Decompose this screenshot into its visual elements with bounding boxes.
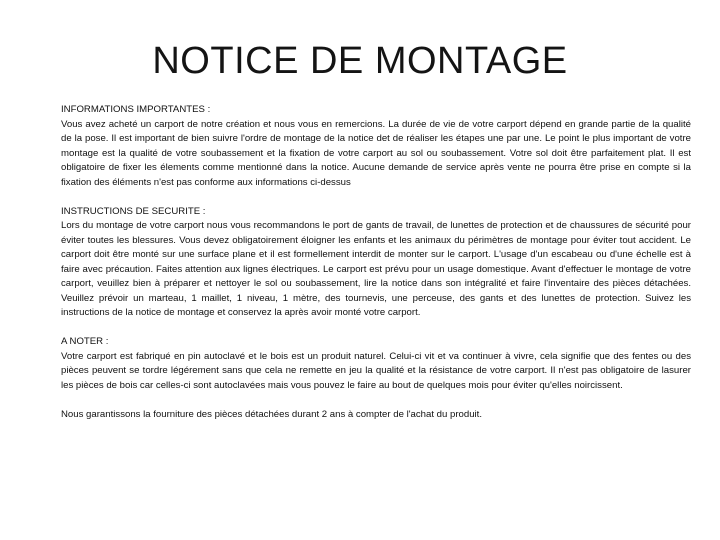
section-note (61, 335, 691, 393)
section-safety-instructions (61, 205, 691, 321)
closing-statement: Nous garantissons la fourniture des pièces détachées durant 2 ans à compter de l'achat du produit. (61, 408, 483, 420)
section-heading: INFORMATIONS IMPORTANTES : (61, 104, 211, 115)
section-heading: A NOTER : (61, 336, 109, 347)
section-paragraph: Vous avez acheté un carport de notre création et nous vous en remercions. La durée de vie de votre carport dépend en grande partie de la qualité de la pose. Il est important de bien suivre l'ordre de montage de la notice det de réaliser les étapes une par une. Le point le plus important de votre montage est la qualité de votre soubassement et la fixation de votre carport au sol ou soubassement. Votre sol doit être parfaitement plat. Il est obligatoire de fixer les élements comme mentionné dans la notice. Aucune demande de service après vente ne pourra être prise en compte si la fixation des éléments n'est pas conforme aux informations ci-dessus (61, 118, 691, 188)
section-heading: INSTRUCTIONS DE SECURITE : (61, 205, 206, 217)
page-title: NOTICE DE MONTAGE (152, 40, 568, 82)
section-important-information (61, 103, 691, 190)
section-paragraph: Lors du montage de votre carport nous vous recommandons le port de gants de travail, de lunettes de protection et de chaussures de sécurité pour éviter toutes les blessures. Vous devez obligatoirement éloigner les enfants et les animaux du périmètres de montage pour éviter tout accident. Le carport doit être monté sur une surface plane et il est formellement interdit de monter sur le carport. L'usage d'un escabeau ou d'une échelle est à faire avec précaution. Faites attention aux lignes électriques. Le carport est prévu pour un usage domestique. Avant d'effectuer le montage de votre carport, veuillez bien à préparer et nettoyer le sol ou soubassement, lire la notice dans son intégralité et faire l'inventaire des pièces détachées. Veuillez prévoir un marteau, 1 maillet, 1 niveau, 1 mètre, des tournevis, une perceuse, des gants et des lunettes de protection. Suivez les instructions de la notice de montage et conservez la après avoir monté votre carport. (61, 220, 691, 318)
section-paragraph: Votre carport est fabriqué en pin autoclavé et le bois est un produit naturel. Celui-ci vit et va continuer à vivre, cela signifie que des fentes ou des pièces peuvent se tordre légérement sans que cela ne remette en jeu la qualité et la résistance de votre carport. Il n'est pas obligatoire de lasurer les pièces de bois car celles-ci sont autoclavées mais vous pouvez le faire au bout de quelques mois pour éviter qu'elles noircissent. (61, 350, 691, 391)
document-body (61, 103, 691, 422)
